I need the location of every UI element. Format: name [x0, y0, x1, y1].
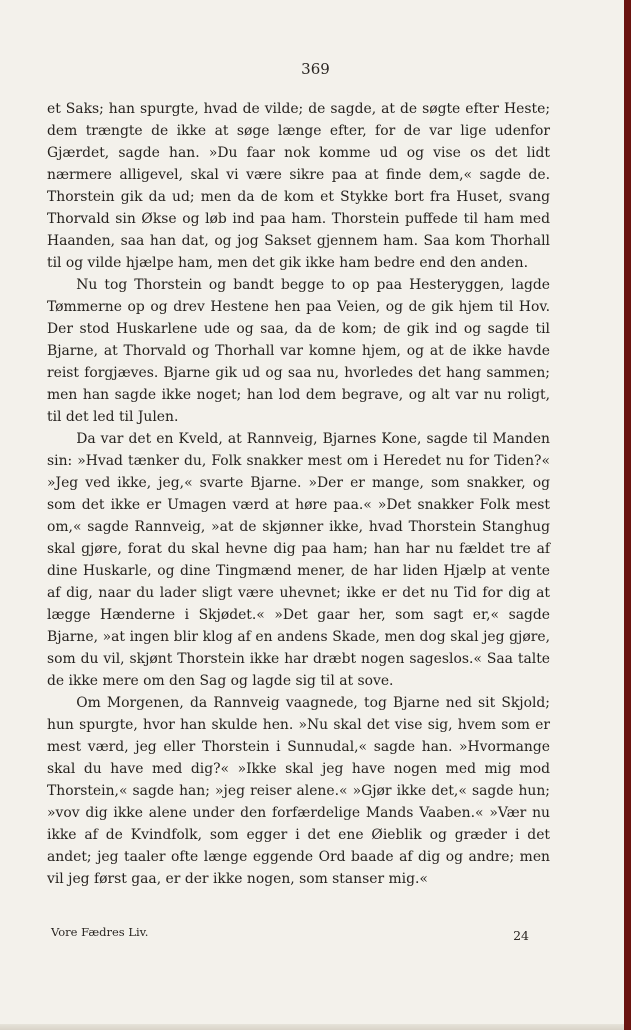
footer-book-title: Vore Fædres Liv.	[51, 925, 149, 939]
paragraph-3: Da var det en Kveld, at Rannveig, Bjarnes Kone, sagde til Manden sin: »Hvad tænker du, Folk snakker mest om i Heredet nu for Tiden?« »Jeg ved ikke, jeg,« svarte Bjarne. »Der er mange, som snakker, og som det ikke er Umagen værd at høre paa.« »Det snakker Folk mest om,« sagde Rannveig, »at de skjønner ikke, hvad Thorstein Stanghug skal gjøre, forat du skal hevne dig paa ham; han har nu fældet tre af dine Huskarle, og dine Tingmænd mener, de har liden Hjælp at vente af dig, naar du lader sligt være uhevnet; ikke er det nu Tid for dig at lægge Hænderne i Skjødet.« »Det gaar her, som sagt er,« sagde Bjarne, »at ingen blir klog af en andens Skade, men dog skal jeg gjøre, som du vil, skjønt Thorstein ikke har dræbt nogen sageslos.« Saa talte de ikke mere om den Sag og lagde sig til at sove.	[47, 431, 550, 689]
page-footer	[47, 922, 550, 944]
paragraph-2: Nu tog Thorstein og bandt begge to op paa Hesteryggen, lagde Tømmerne op og drev Hestene hen paa Veien, og de gik hjem til Hov. Der stod Huskarlene ude og saa, da de kom; de gik ind og sagde til Bjarne, at Thorvald og Thorhall var komne hjem, og at de ikke havde reist forgjæves. Bjarne gik ud og saa nu, hvorledes det hang sammen; men han sagde ikke noget; han lod dem begrave, og alt var nu roligt, til det led til Julen.	[47, 277, 550, 425]
page-right-edge	[624, 0, 631, 1030]
footer-signature-number: 24	[513, 928, 529, 943]
paragraph-4: Om Morgenen, da Rannveig vaagnede, tog Bjarne ned sit Skjold; hun spurgte, hvor han skulde hen. »Nu skal det vise sig, hvem som er mest værd, jeg eller Thorstein i Sunnudal,« sagde han. »Hvormange skal du have med dig?« »Ikke skal jeg have nogen med mig mod Thorstein,« sagde han; »jeg reiser alene.« »Gjør ikke det,« sagde hun; »vov dig ikke alene under den forfærdelige Mands Vaaben.« »Vær nu ikke af de Kvindfolk, som egger i det ene Øieblik og græder i det andet; jeg taaler ofte længe eggende Ord baade af dig og andre; men vil jeg først gaa, er der ikke nogen, som stanser mig.«	[47, 695, 550, 887]
body-text	[47, 98, 550, 890]
paragraph-1: et Saks; han spurgte, hvad de vilde; de sagde, at de søgte efter Heste; dem trængte de ikke at søge længe efter, for de var lige udenfor Gjærdet, sagde han. »Du faar nok komme ud og vise os det lidt nærmere alligevel, skal vi være sikre paa at finde dem,« sagde de. Thorstein gik da ud; men da de kom et Stykke bort fra Huset, svang Thorvald sin Økse og løb ind paa ham. Thorstein puffede til ham med Haanden, saa han dat, og jog Sakset gjennem ham. Saa kom Thorhall til og vilde hjælpe ham, men det gik ikke ham bedre end den anden.	[47, 101, 550, 271]
page-number: 369	[301, 60, 330, 78]
page-bottom-edge	[0, 1024, 631, 1030]
